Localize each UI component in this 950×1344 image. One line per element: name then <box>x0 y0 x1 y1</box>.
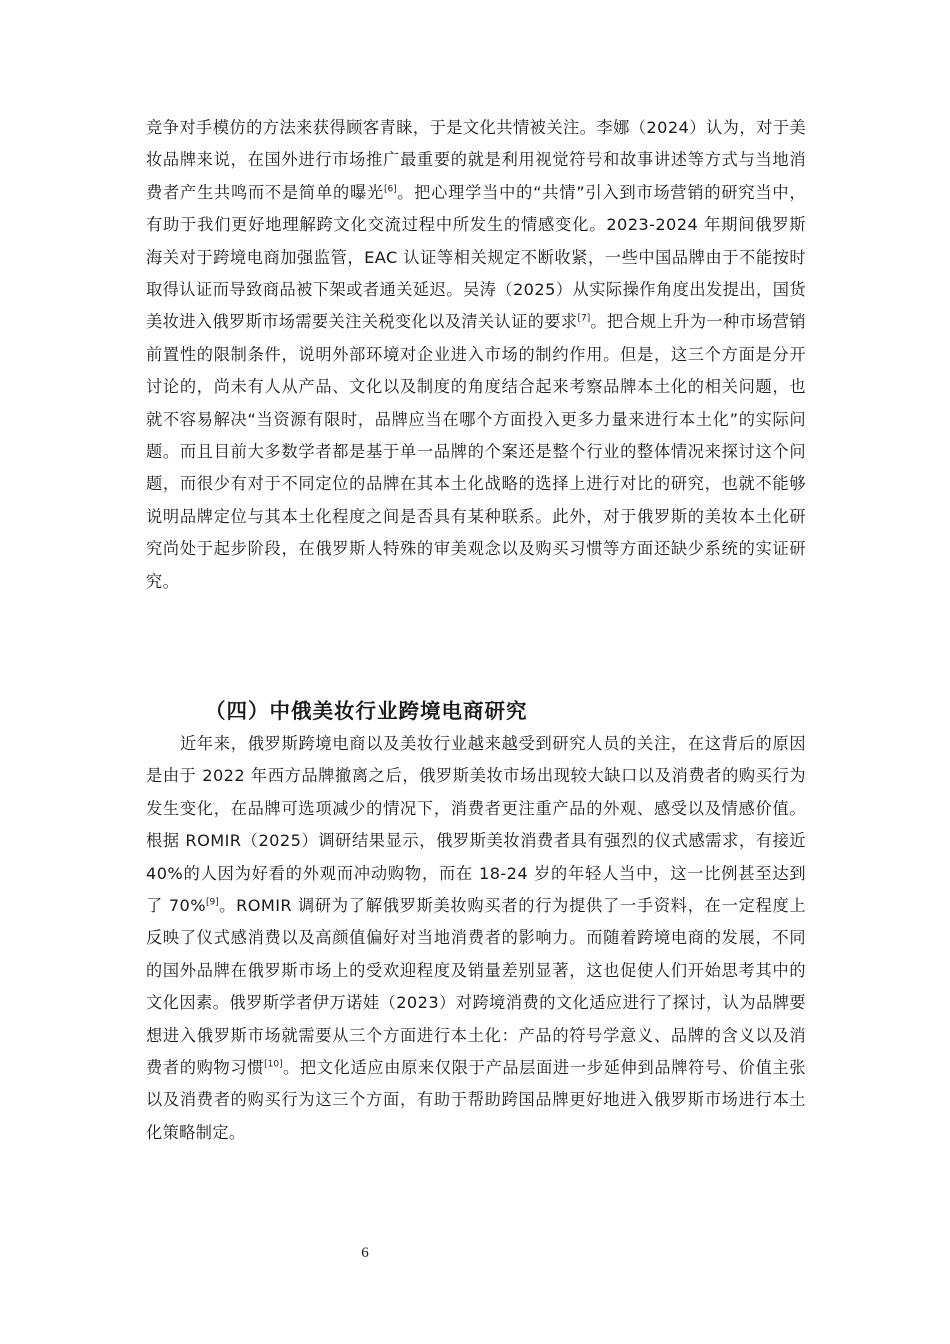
citation-marker: [10] <box>264 1059 283 1070</box>
citation-marker: [9] <box>206 897 219 908</box>
body-paragraph <box>146 728 806 1149</box>
paragraph-text: 竞争对手模仿的方法来获得顾客青睐，于是文化共情被关注。李娜（2024）认为，对于美妆品牌来说，在国外进行市场推广最重要的就是利用视觉符号和故事讲述等方式与当地消费者产生共鸣而不是简单的曝光 <box>146 118 806 202</box>
citation-marker: [7] <box>577 314 591 325</box>
paragraph-text: 。ROMIR 调研为了解俄罗斯美妆购买者的行为提供了一手资料，在一定程度上反映了仪式感消费以及高颜值偏好对当地消费者的影响力。而随着跨境电商的发展，不同的国外品牌在俄罗斯市场上的受欢迎程度及销量差别显著，这也促使人们开始思考其中的文化因素。俄罗斯学者伊万诺娃（2023）对跨境消费的文化适应进行了探讨，认为品牌要想进入俄罗斯市场就需要从三个方面进行本土化：产品的符号学意义、品牌的含义以及消费者的购物习惯 <box>146 896 806 1078</box>
paragraph-text: 近年来，俄罗斯跨境电商以及美妆行业越来越受到研究人员的关注，在这背后的原因是由于 2022 年西方品牌撤离之后，俄罗斯美妆市场出现较大缺口以及消费者的购买行为发生变化，在品牌可选项减少的情况下，消费者更注重产品的外观、感受以及情感价值。根据 ROMIR（2025）调研结果显示，俄罗斯美妆消费者具有强烈的仪式感需求，有接近 40%的人因为好看的外观而冲动购物，而在 18-24 岁的年轻人当中，这一比例甚至达到了 70% <box>146 734 806 916</box>
section-heading: （四）中俄美妆行业跨境电商研究 <box>205 699 528 723</box>
citation-marker: [6] <box>383 184 397 195</box>
paragraph-text: 。把合规上升为一种市场营销前置性的限制条件，说明外部环境对企业进入市场的制约作用。但是，这三个方面是分开讨论的，尚未有人从产品、文化以及制度的角度结合起来考察品牌本土化的相关问题，也就不容易解决“当资源有限时，品牌应当在哪个方面投入更多力量来进行本土化”的实际问题。而且目前大多数学者都是基于单一品牌的个案还是整个行业的整体情况来探讨这个问题，而很少有对于不同定位的品牌在其本土化战略的选择上进行对比的研究，也就不能够说明品牌定位与其本土化程度之间是否具有某种联系。此外，对于俄罗斯的美妆本土化研究尚处于起步阶段，在俄罗斯人特殊的审美观念以及购买习惯等方面还缺少系统的实证研究。 <box>146 312 806 591</box>
paragraph-text: 。把文化适应由原来仅限于产品层面进一步延伸到品牌符号、价值主张以及消费者的购买行为这三个方面，有助于帮助跨国品牌更好地进入俄罗斯市场进行本土化策略制定。 <box>146 1058 806 1142</box>
paragraph-text: 。把心理学当中的“共情”引入到市场营销的研究当中，有助于我们更好地理解跨文化交流过程中所发生的情感变化。2023-2024 年期间俄罗斯海关对于跨境电商加强监管，EAC 认证等相关规定不断收紧，一些中国品牌由于不能按时取得认证而导致商品被下架或者通关延迟。吴涛（2025）从实际操作角度出发提出，国货美妆进入俄罗斯市场需要关注关税变化以及清关认证的要求 <box>146 182 806 332</box>
body-paragraph-continued <box>146 112 806 598</box>
page-number: 6 <box>361 1245 369 1261</box>
